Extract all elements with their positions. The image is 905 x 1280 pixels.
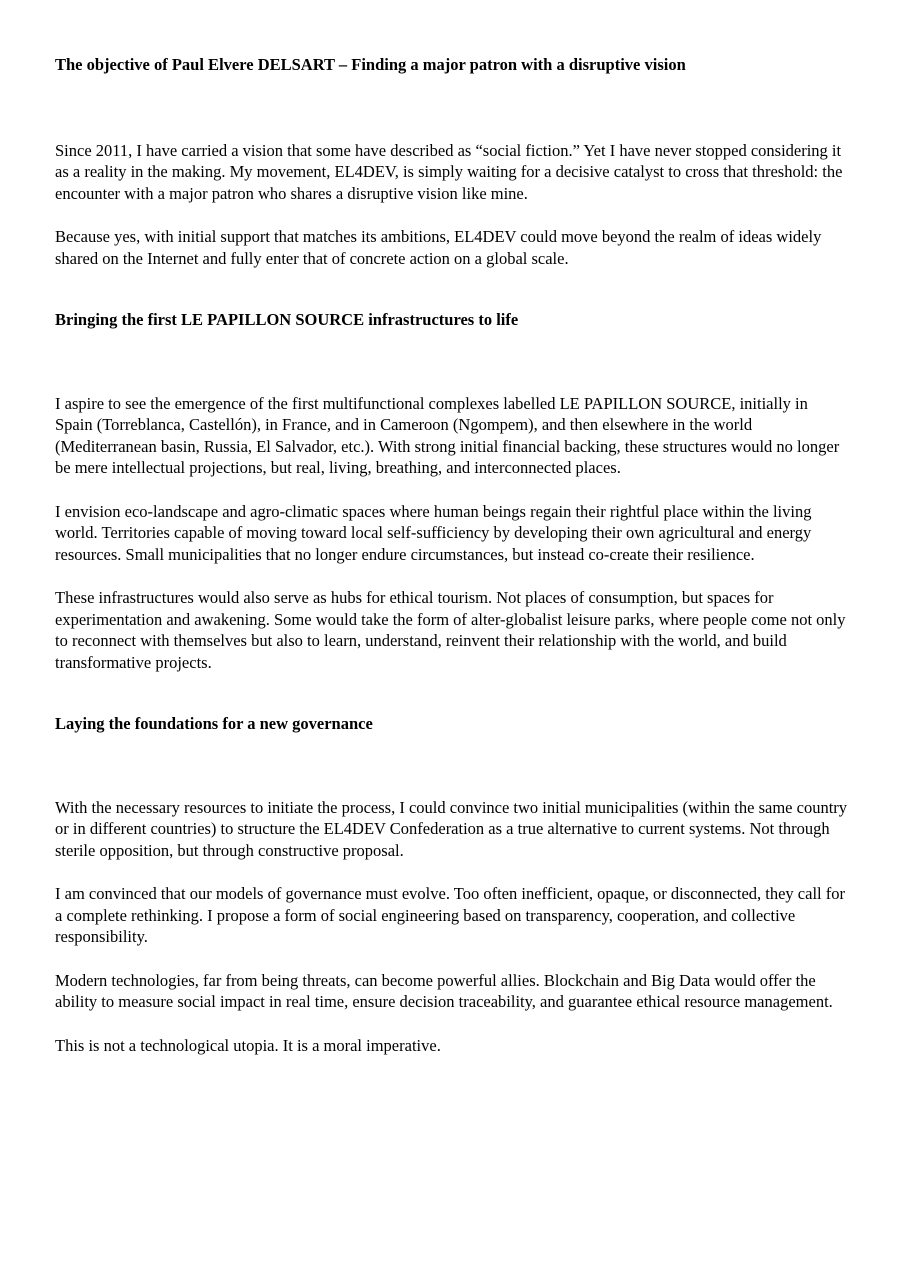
document-section-governance [55,713,850,1056]
section-heading: Laying the foundations for a new governance [55,714,373,733]
paragraph: These infrastructures would also serve as hubs for ethical tourism. Not places of consumption, but spaces for experimentation and awakening. Some would take the form of alter-globalist leisure parks, where people come not only to reconnect with themselves but also to learn, understand, reinvent their relationship with the world, and build transformative projects. [55,588,846,672]
paragraph: Because yes, with initial support that matches its ambitions, EL4DEV could move beyond the realm of ideas widely shared on the Internet and fully enter that of concrete action on a global scale. [55,227,822,268]
document-title: The objective of Paul Elvere DELSART – Finding a major patron with a disruptive vision [55,55,686,74]
paragraph: With the necessary resources to initiate the process, I could convince two initial municipalities (within the same country or in different countries) to structure the EL4DEV Confederation as a true alternative to current systems. Not through sterile opposition, but through constructive proposal. [55,797,848,860]
paragraph: I envision eco-landscape and agro-climatic spaces where human beings regain their rightful place within the living world. Territories capable of moving toward local self-sufficiency by developing their own agricultural and energy resources. Small municipalities that no longer endure circumstances, but instead co-create their resilience. [55,501,812,564]
paragraph: This is not a technological utopia. It is a moral imperative. [55,1035,441,1055]
document-section-intro [55,140,850,270]
paragraph: Modern technologies, far from being threats, can become powerful allies. Blockchain and Big Data would offer the ability to measure social impact in real time, ensure decision traceability, and guarantee ethical resource management. [55,970,833,1011]
paragraph: Since 2011, I have carried a vision that some have described as “social fiction.” Yet I have never stopped considering it as a reality in the making. My movement, EL4DEV, is simply waiting for a decisive catalyst to cross that threshold: the encounter with a major patron who shares a disruptive vision like mine. [55,140,843,203]
section-heading: Bringing the first LE PAPILLON SOURCE infrastructures to life [55,310,519,329]
document-section-infrastructures [55,309,850,673]
paragraph: I aspire to see the emergence of the first multifunctional complexes labelled LE PAPILLON SOURCE, initially in Spain (Torreblanca, Castellón), in France, and in Cameroon (Ngompem), and then elsewhere in the world (Mediterranean basin, Russia, El Salvador, etc.). With strong initial financial backing, these structures would no longer be mere intellectual projections, but real, living, breathing, and interconnected places. [55,393,840,477]
paragraph: I am convinced that our models of governance must evolve. Too often inefficient, opaque, or disconnected, they call for a complete rethinking. I propose a form of social engineering based on transparency, cooperation, and collective responsibility. [55,884,845,946]
